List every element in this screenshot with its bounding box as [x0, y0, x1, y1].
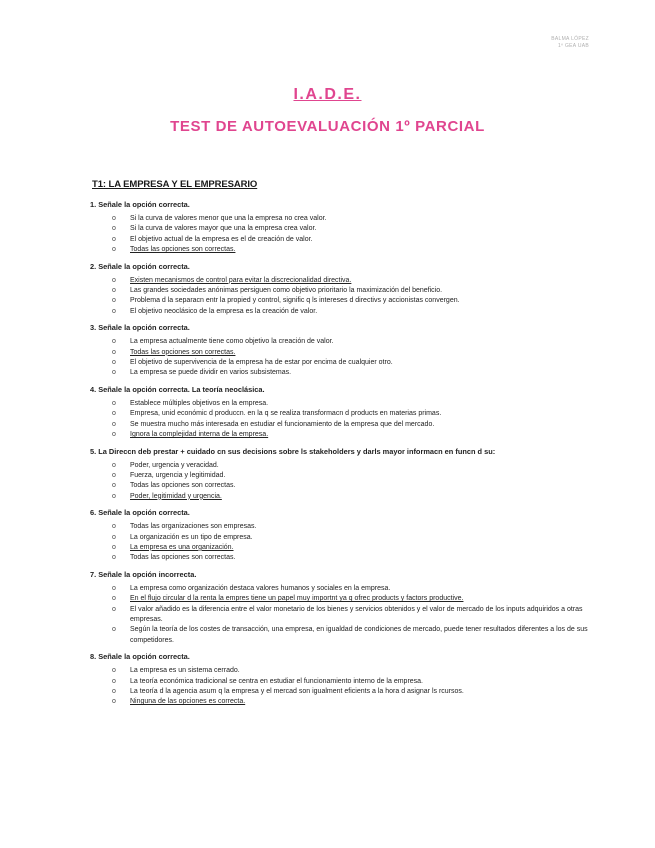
- section-title: T1: LA EMPRESA Y EL EMPRESARIO: [92, 179, 258, 190]
- option-text: La organización es un tipo de empresa.: [130, 533, 253, 541]
- circle-bullet-icon: o: [112, 297, 116, 305]
- circle-bullet-icon: o: [112, 359, 116, 367]
- question-block: [90, 508, 590, 564]
- option-item: [90, 337, 590, 347]
- option-item-correct: [90, 276, 590, 286]
- option-item: [90, 481, 590, 491]
- circle-bullet-icon: o: [112, 533, 116, 541]
- circle-bullet-icon: o: [112, 471, 116, 479]
- question-title: 4. Señale la opción correcta. La teoría neoclásica.: [90, 384, 265, 394]
- circle-bullet-icon: o: [112, 246, 116, 254]
- option-item: [90, 461, 590, 471]
- circle-bullet-icon: o: [112, 626, 116, 634]
- option-text: La empresa como organización destaca valores humanos y sociales en la empresa.: [130, 584, 391, 592]
- option-item: [90, 296, 590, 306]
- option-text: Si la curva de valores mayor que una la empresa crea valor.: [130, 225, 317, 233]
- circle-bullet-icon: o: [112, 225, 116, 233]
- option-text: La empresa es una organización.: [130, 543, 234, 551]
- circle-bullet-icon: o: [112, 543, 116, 551]
- option-list: [90, 399, 590, 441]
- question-title: 8. Señale la opción correcta.: [90, 652, 190, 662]
- circle-bullet-icon: o: [112, 698, 116, 706]
- option-item-correct: [90, 348, 590, 358]
- option-text: Se muestra mucho más interesada en estudiar el funcionamiento de la empresa que del mercado.: [130, 420, 435, 428]
- option-text: Ninguna de las opciones es correcta.: [130, 698, 246, 706]
- question-block: [90, 200, 590, 256]
- option-item: [90, 625, 590, 646]
- option-list: [90, 522, 590, 564]
- option-item: [90, 224, 590, 234]
- circle-bullet-icon: o: [112, 492, 116, 500]
- question-block: [90, 323, 590, 379]
- option-item: [90, 420, 590, 430]
- option-list: [90, 584, 590, 646]
- option-item: [90, 533, 590, 543]
- question-block: [90, 652, 590, 708]
- option-item: [90, 522, 590, 532]
- author-name: BALMA LÓPEZ: [551, 36, 589, 42]
- circle-bullet-icon: o: [112, 410, 116, 418]
- author-course: 1º GEA UAB: [558, 43, 589, 49]
- circle-bullet-icon: o: [112, 348, 116, 356]
- circle-bullet-icon: o: [112, 523, 116, 531]
- option-text: La empresa actualmente tiene como objetivo la creación de valor.: [130, 338, 334, 346]
- option-text: La teoría económica tradicional se centra en estudiar el funcionamiento interno de la empresa.: [130, 677, 424, 685]
- option-item-correct: [90, 697, 590, 707]
- option-text: Todas las opciones son correctas.: [130, 482, 236, 490]
- option-item: [90, 687, 590, 697]
- circle-bullet-icon: o: [112, 605, 116, 613]
- circle-bullet-icon: o: [112, 235, 116, 243]
- circle-bullet-icon: o: [112, 584, 116, 592]
- option-item: [90, 605, 590, 626]
- option-item: [90, 666, 590, 676]
- circle-bullet-icon: o: [112, 667, 116, 675]
- option-text: El objetivo actual de la empresa es el de creación de valor.: [130, 235, 313, 243]
- option-text: Problema d la separacn entr la propied y control, signific q ls intereses d directivs y accionistas convergen.: [130, 297, 460, 305]
- option-item-correct: [90, 245, 590, 255]
- option-item-correct: [90, 594, 590, 604]
- option-text: Poder, legitimidad y urgencia.: [130, 492, 222, 500]
- question-title: 2. Señale la opción correcta.: [90, 261, 190, 271]
- question-block: [90, 262, 590, 318]
- option-text: Ignora la complejidad interna de la empresa.: [130, 431, 269, 439]
- option-item: [90, 553, 590, 563]
- option-item: [90, 471, 590, 481]
- circle-bullet-icon: o: [112, 276, 116, 284]
- option-text: Todas las opciones son correctas.: [130, 246, 236, 254]
- option-text: En el flujo circular d la renta la empres tiene un papel muy importnt ya q ofrec products y factors productive.: [130, 595, 464, 603]
- option-item: [90, 235, 590, 245]
- document-subtitle: TEST DE AUTOEVALUACIÓN 1º PARCIAL: [170, 118, 485, 135]
- author-info: [551, 36, 589, 50]
- question-block: [90, 447, 590, 503]
- circle-bullet-icon: o: [112, 420, 116, 428]
- option-item: [90, 399, 590, 409]
- circle-bullet-icon: o: [112, 307, 116, 315]
- circle-bullet-icon: o: [112, 482, 116, 490]
- option-list: [90, 214, 590, 256]
- option-item-correct: [90, 492, 590, 502]
- circle-bullet-icon: o: [112, 287, 116, 295]
- option-item: [90, 286, 590, 296]
- circle-bullet-icon: o: [112, 369, 116, 377]
- question-block: [90, 570, 590, 646]
- option-text: Todas las organizaciones son empresas.: [130, 523, 257, 531]
- option-text: El objetivo de supervivencia de la empresa ha de estar por encima de cualquier otro.: [130, 359, 393, 367]
- circle-bullet-icon: o: [112, 461, 116, 469]
- option-list: [90, 276, 590, 318]
- question-title: 6. Señale la opción correcta.: [90, 508, 190, 518]
- question-title: 7. Señale la opción incorrecta.: [90, 569, 197, 579]
- option-text: Según la teoría de los costes de transacción, una empresa, en igualdad de condiciones de mercado, puede tener resultados diferentes a los de sus competidores.: [130, 626, 588, 644]
- circle-bullet-icon: o: [112, 399, 116, 407]
- option-list: [90, 337, 590, 379]
- circle-bullet-icon: o: [112, 215, 116, 222]
- option-text: El objetivo neoclásico de la empresa es la creación de valor.: [130, 307, 318, 315]
- option-item: [90, 214, 590, 224]
- question-title: 1. Señale la opción correcta.: [90, 200, 190, 209]
- option-item: [90, 677, 590, 687]
- option-item: [90, 358, 590, 368]
- option-item: [90, 307, 590, 317]
- circle-bullet-icon: o: [112, 431, 116, 439]
- option-text: Fuerza, urgencia y legitimidad.: [130, 471, 226, 479]
- option-text: Existen mecanismos de control para evitar la discrecionalidad directiva.: [130, 276, 352, 284]
- option-text: Empresa, unid económic d produccn. en la q se realiza transformacn d products en materias primas.: [130, 410, 442, 418]
- option-item-correct: [90, 543, 590, 553]
- document-title: I.A.D.E.: [293, 86, 362, 103]
- circle-bullet-icon: o: [112, 554, 116, 562]
- circle-bullet-icon: o: [112, 688, 116, 695]
- option-item: [90, 584, 590, 594]
- option-text: Si la curva de valores menor que una la empresa no crea valor.: [130, 215, 327, 222]
- circle-bullet-icon: o: [112, 595, 116, 603]
- option-text: Todas las opciones son correctas.: [130, 348, 236, 356]
- circle-bullet-icon: o: [112, 338, 116, 346]
- option-list: [90, 666, 590, 708]
- option-text: Las grandes sociedades anónimas persiguen como objetivo prioritario la maximización del beneficio.: [130, 287, 443, 295]
- option-text: La empresa se puede dividir en varios subsistemas.: [130, 369, 292, 377]
- option-list: [90, 461, 590, 503]
- question-block: [90, 385, 590, 441]
- option-item-correct: [90, 430, 590, 440]
- option-text: Establece múltiples objetivos en la empresa.: [130, 399, 269, 407]
- option-text: La empresa es un sistema cerrado.: [130, 667, 240, 675]
- option-text: La teoría d la agencia asum q la empresa y el mercad son igualment eficients a la hora d asignar ls rcursos.: [130, 688, 464, 695]
- option-item: [90, 368, 590, 378]
- question-title: 5. La Direccn deb prestar + cuidado cn sus decisions sobre ls stakeholders y darls mayor informacn en funcn d su:: [90, 446, 496, 456]
- option-item: [90, 409, 590, 419]
- question-title: 3. Señale la opción correcta.: [90, 323, 190, 333]
- question-list: [90, 200, 590, 714]
- option-text: El valor añadido es la diferencia entre el valor monetario de los bienes y servicios obtenidos y el valor de mercado de los inputs adquiridos a otras empresas.: [130, 605, 583, 623]
- option-text: Todas las opciones son correctas.: [130, 554, 236, 562]
- circle-bullet-icon: o: [112, 677, 116, 685]
- option-text: Poder, urgencia y veracidad.: [130, 461, 219, 469]
